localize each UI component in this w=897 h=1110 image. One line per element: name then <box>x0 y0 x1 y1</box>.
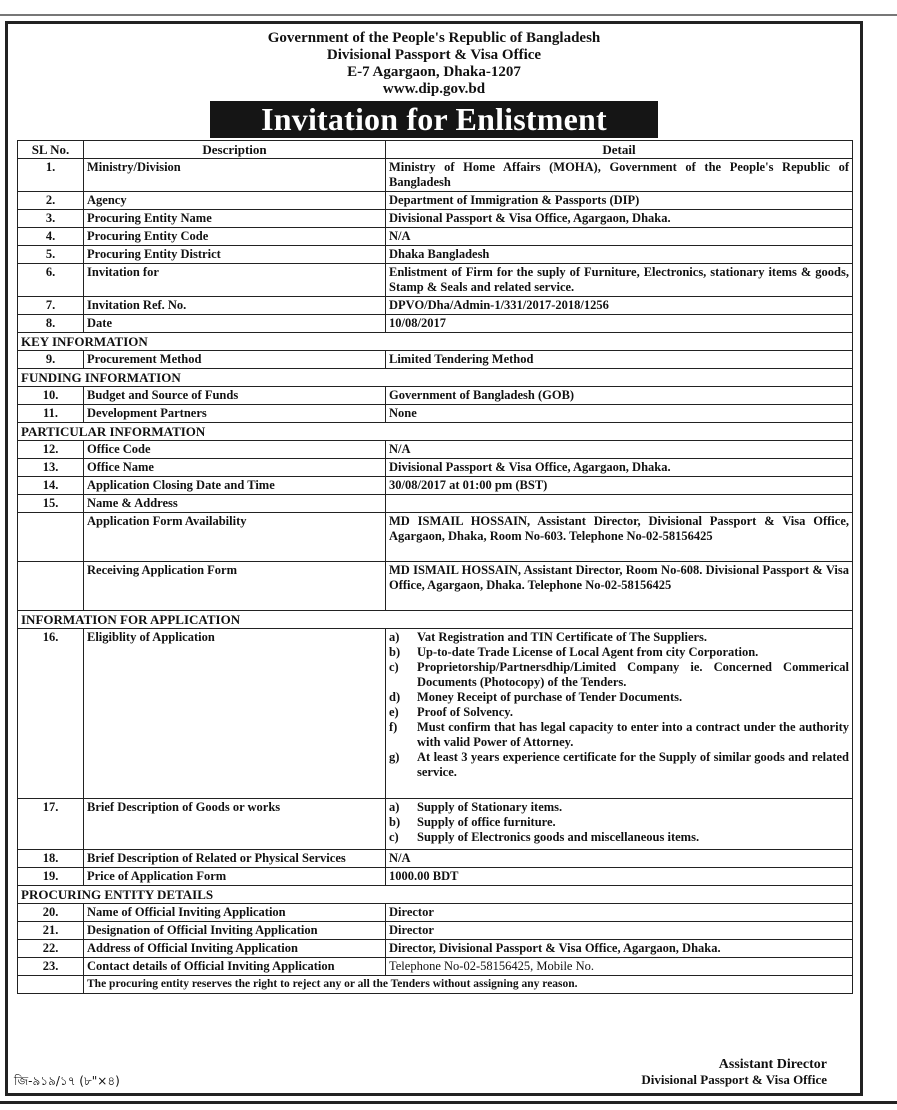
list-item <box>389 815 849 830</box>
row-sl: 13. <box>18 459 84 477</box>
row-description: Brief Description of Related or Physical Services <box>84 850 386 868</box>
table-row <box>18 405 853 423</box>
list-marker: a) <box>389 630 400 644</box>
table-row <box>18 459 853 477</box>
list-text: Supply of Electronics goods and miscellaneous items. <box>417 830 700 844</box>
row-description: Invitation Ref. No. <box>84 297 386 315</box>
section-heading-particular-information: PARTICULAR INFORMATION <box>18 423 853 441</box>
notice-header <box>0 30 868 98</box>
row-detail: Government of Bangladesh (GOB) <box>386 387 853 405</box>
row-description: Office Code <box>84 441 386 459</box>
row-sl: 14. <box>18 477 84 495</box>
row-detail: Director <box>386 922 853 940</box>
list-marker: d) <box>389 690 401 704</box>
row-sl: 11. <box>18 405 84 423</box>
table-row <box>18 799 853 850</box>
table-row <box>18 228 853 246</box>
row-description: Contact details of Official Inviting Application <box>84 958 386 976</box>
row-description: Application Closing Date and Time <box>84 477 386 495</box>
row-sl: 12. <box>18 441 84 459</box>
header-website: www.dip.gov.bd <box>382 81 486 97</box>
list-item <box>389 705 849 720</box>
row-detail: Telephone No-02-58156425, Mobile No. <box>386 958 853 976</box>
row-description: Name & Address <box>84 495 386 513</box>
section-heading-funding-information: FUNDING INFORMATION <box>18 369 853 387</box>
list-text: Must confirm that has legal capacity to enter into a contract under the authority with valid Power of Attorney. <box>417 720 849 749</box>
table-row <box>18 940 853 958</box>
row-description: Date <box>84 315 386 333</box>
list-marker: e) <box>389 705 399 719</box>
row-detail: N/A <box>386 441 853 459</box>
table-row <box>18 351 853 369</box>
note-sl-empty <box>18 976 84 994</box>
list-marker: b) <box>389 815 401 829</box>
row-detail: MD ISMAIL HOSSAIN, Assistant Director, Divisional Passport & Visa Office, Agargaon, Dhaka, Room No-603. Telephone No-02-58156425 <box>386 513 853 562</box>
section-row <box>18 333 853 351</box>
table-row <box>18 495 853 513</box>
row-detail: 10/08/2017 <box>386 315 853 333</box>
section-row <box>18 886 853 904</box>
row-detail: N/A <box>386 228 853 246</box>
list-text: Money Receipt of purchase of Tender Documents. <box>417 690 683 704</box>
row-detail: DPVO/Dha/Admin-1/331/2017-2018/1256 <box>386 297 853 315</box>
row-description: Procurement Method <box>84 351 386 369</box>
row-sl: 7. <box>18 297 84 315</box>
row-description: Development Partners <box>84 405 386 423</box>
table-row <box>18 850 853 868</box>
row-sl: 5. <box>18 246 84 264</box>
row-sl: 8. <box>18 315 84 333</box>
list-text: Up-to-date Trade License of Local Agent from city Corporation. <box>417 645 759 659</box>
table-row <box>18 513 853 562</box>
table-row <box>18 922 853 940</box>
row-sl: 21. <box>18 922 84 940</box>
table-row <box>18 159 853 192</box>
table-row <box>18 958 853 976</box>
row-detail-eligibility-list <box>386 629 853 799</box>
row-description: Designation of Official Inviting Application <box>84 922 386 940</box>
disclaimer-note: The procuring entity reserves the right to reject any or all the Tenders without assigning any reason. <box>84 976 853 994</box>
list-item <box>389 720 849 750</box>
row-description: Procuring Entity Name <box>84 210 386 228</box>
list-item <box>389 830 849 845</box>
table-row <box>18 246 853 264</box>
row-sl: 1. <box>18 159 84 192</box>
row-detail: Enlistment of Firm for the suply of Furniture, Electronics, stationary items & goods, Stamp & Seals and related service. <box>386 264 853 297</box>
header-government: Government of the People's Republic of Bangladesh <box>267 30 601 46</box>
row-description: Procuring Entity District <box>84 246 386 264</box>
notice-title-banner: Invitation for Enlistment <box>210 101 658 138</box>
list-text: Supply of office furniture. <box>417 815 556 829</box>
row-sl: 10. <box>18 387 84 405</box>
row-sl: 20. <box>18 904 84 922</box>
row-detail <box>386 495 853 513</box>
row-detail: 30/08/2017 at 01:00 pm (BST) <box>386 477 853 495</box>
list-item <box>389 750 849 780</box>
row-description: Eligiblity of Application <box>84 629 386 799</box>
row-description: Procuring Entity Code <box>84 228 386 246</box>
list-marker: c) <box>389 660 399 674</box>
print-code: জি-৯১৯/১৭ (৮"×৪) <box>14 1074 120 1088</box>
table-row <box>18 441 853 459</box>
table-row <box>18 264 853 297</box>
row-sl-empty <box>18 562 84 611</box>
row-sl-empty <box>18 513 84 562</box>
enlistment-table <box>17 140 853 994</box>
list-text: Proof of Solvency. <box>417 705 513 719</box>
signature-title: Assistant Director <box>718 1057 827 1072</box>
row-sl: 9. <box>18 351 84 369</box>
row-detail: Dhaka Bangladesh <box>386 246 853 264</box>
section-row <box>18 611 853 629</box>
table-row <box>18 387 853 405</box>
column-header-sl: SL No. <box>18 141 84 159</box>
row-sl: 18. <box>18 850 84 868</box>
row-detail: None <box>386 405 853 423</box>
list-item <box>389 630 849 645</box>
row-sl: 3. <box>18 210 84 228</box>
section-row <box>18 369 853 387</box>
table-row <box>18 297 853 315</box>
table-row <box>18 868 853 886</box>
list-item <box>389 690 849 705</box>
list-item <box>389 645 849 660</box>
list-marker: c) <box>389 830 399 844</box>
row-detail: N/A <box>386 850 853 868</box>
table-row <box>18 192 853 210</box>
row-sl: 2. <box>18 192 84 210</box>
row-detail: MD ISMAIL HOSSAIN, Assistant Director, Room No-608. Divisional Passport & Visa Office, Agargaon, Dhaka. Telephone No-02-58156425 <box>386 562 853 611</box>
row-detail: 1000.00 BDT <box>386 868 853 886</box>
list-marker: f) <box>389 720 398 734</box>
list-marker: a) <box>389 800 400 814</box>
row-detail: Department of Immigration & Passports (DIP) <box>386 192 853 210</box>
row-sl: 6. <box>18 264 84 297</box>
table-row <box>18 477 853 495</box>
row-detail: Ministry of Home Affairs (MOHA), Government of the People's Republic of Bangladesh <box>386 159 853 192</box>
row-sl: 15. <box>18 495 84 513</box>
row-description: Agency <box>84 192 386 210</box>
row-detail: Director, Divisional Passport & Visa Office, Agargaon, Dhaka. <box>386 940 853 958</box>
header-office: Divisional Passport & Visa Office <box>326 47 542 63</box>
list-text: Vat Registration and TIN Certificate of The Suppliers. <box>417 630 708 644</box>
row-description: Price of Application Form <box>84 868 386 886</box>
row-description: Budget and Source of Funds <box>84 387 386 405</box>
bottom-rule <box>0 1101 897 1104</box>
row-description: Office Name <box>84 459 386 477</box>
column-header-detail: Detail <box>386 141 853 159</box>
list-item <box>389 800 849 815</box>
row-sl: 17. <box>18 799 84 850</box>
row-description: Name of Official Inviting Application <box>84 904 386 922</box>
row-sl: 22. <box>18 940 84 958</box>
list-marker: g) <box>389 750 400 764</box>
section-heading-procuring-entity-details: PROCURING ENTITY DETAILS <box>18 886 853 904</box>
column-header-description: Description <box>84 141 386 159</box>
list-text: At least 3 years experience certificate for the Supply of similar goods and related service. <box>417 750 849 779</box>
row-detail: Divisional Passport & Visa Office, Agargaon, Dhaka. <box>386 459 853 477</box>
row-description: Receiving Application Form <box>84 562 386 611</box>
row-description: Ministry/Division <box>84 159 386 192</box>
row-detail: Limited Tendering Method <box>386 351 853 369</box>
top-rule <box>0 0 897 16</box>
table-header-row <box>18 141 853 159</box>
list-item <box>389 660 849 690</box>
row-sl: 4. <box>18 228 84 246</box>
row-sl: 23. <box>18 958 84 976</box>
section-row <box>18 423 853 441</box>
row-sl: 19. <box>18 868 84 886</box>
section-heading-information-for-application: INFORMATION FOR APPLICATION <box>18 611 853 629</box>
section-heading-key-information: KEY INFORMATION <box>18 333 853 351</box>
note-row <box>18 976 853 994</box>
row-description: Address of Official Inviting Application <box>84 940 386 958</box>
row-detail: Director <box>386 904 853 922</box>
table-row <box>18 904 853 922</box>
row-description: Application Form Availability <box>84 513 386 562</box>
table-row <box>18 562 853 611</box>
row-description: Invitation for <box>84 264 386 297</box>
table-row <box>18 315 853 333</box>
row-description: Brief Description of Goods or works <box>84 799 386 850</box>
list-text: Proprietorship/Partnersdhip/Limited Company ie. Concerned Commerical Documents (Photocopy) of the Tenders. <box>417 660 849 689</box>
header-address: E-7 Agargaon, Dhaka-1207 <box>347 64 521 80</box>
table-row <box>18 629 853 799</box>
row-detail: Divisional Passport & Visa Office, Agargaon, Dhaka. <box>386 210 853 228</box>
list-text: Supply of Stationary items. <box>417 800 563 814</box>
row-sl: 16. <box>18 629 84 799</box>
list-marker: b) <box>389 645 401 659</box>
signature-office: Divisional Passport & Visa Office <box>641 1072 827 1087</box>
table-row <box>18 210 853 228</box>
signature-block <box>641 1057 827 1087</box>
row-detail-goods-list <box>386 799 853 850</box>
